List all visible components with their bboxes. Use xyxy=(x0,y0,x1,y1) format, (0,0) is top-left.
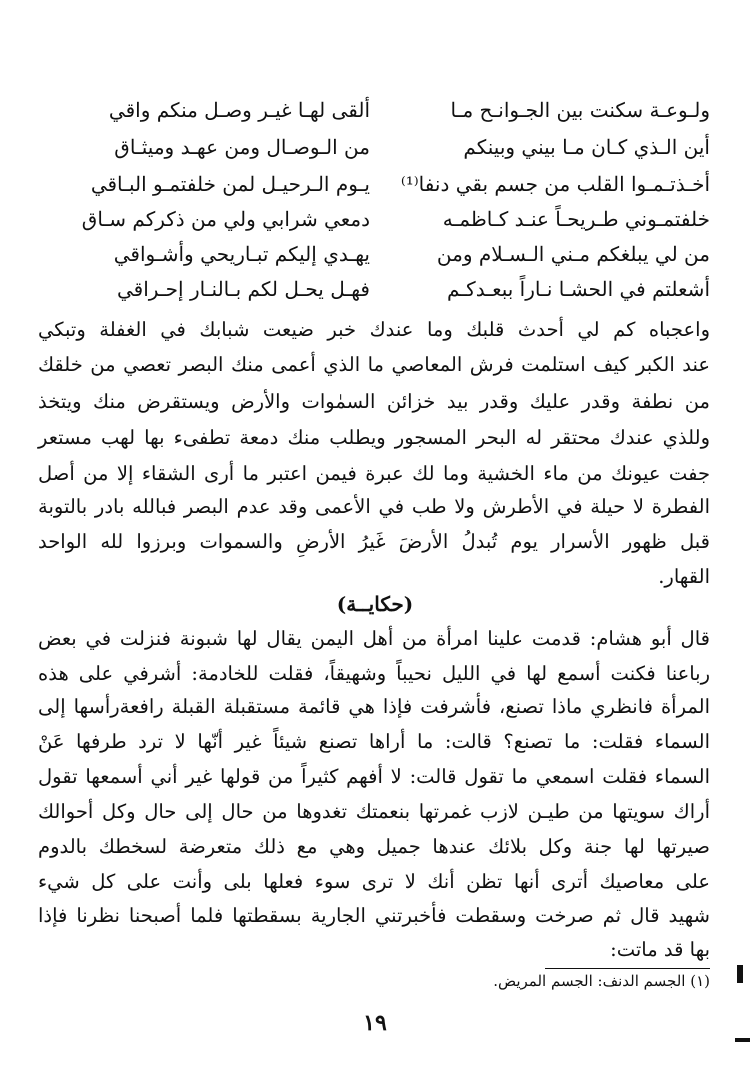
text-line: واعجباه كم لي أحدث قلبك وما عندك خبر ضيعت شبابك في الغفلة وتبكي xyxy=(38,318,710,341)
poem-verse xyxy=(40,202,710,236)
poem-verse xyxy=(40,93,710,127)
text-line: بها قد ماتت: xyxy=(610,938,710,961)
page-number: ١٩ xyxy=(363,1010,387,1036)
verse-second-hemistich: يـوم الـرحيـل لمن خلفتمـو البـاقي xyxy=(90,172,370,196)
poem-verse xyxy=(40,130,710,164)
text-line: وللذي عندك محتقر له البحر المسجور ويطلب منك دمعة تطفىء بها لهب مستعر xyxy=(38,426,710,449)
verse-first-hemistich: أخـذتـمـوا القلب من جسم بقي دنفا⁽¹⁾ xyxy=(400,172,710,196)
verse-first-hemistich: خلفتمـوني طـريحـاً عنـد كـاظمـه xyxy=(442,207,710,231)
verse-first-hemistich: أين الـذي كـان مـا بيني وبينكم xyxy=(463,135,710,159)
text-line: قبل ظهور الأسرار يوم تُبدلُ الأرضَ غَيرُ الأرضِ والسموات وبرزوا لله الواحد xyxy=(38,530,710,553)
scan-edge-mark xyxy=(737,965,743,983)
scan-edge-mark xyxy=(735,1038,750,1042)
text-line: على معاصيك أترى أنها تظن أنك لا ترى سوء فعلها بلى وأنت على كل شيء xyxy=(38,870,710,893)
text-line: السماء فقلت: ما تصنع؟ قالت: ما أراها تصنع شيئاً غير أنّها لا ترد طرفها عَنْ xyxy=(38,730,710,753)
text-line: أراك سويتها من طيـن لازب غمرتها بنعمتك تغدوها من حال إلى حال وكل أحوالك xyxy=(38,800,710,823)
poem-verse xyxy=(40,272,710,306)
text-line: عند الكبر كيف استلمت فرش المعاصي ما الذي أعمى منك البصر تعصي من خلقك xyxy=(38,353,710,376)
verse-first-hemistich: أشعلتم في الحشـا نـاراً ببعـدكـم xyxy=(447,277,710,301)
text-line: من نطفة وقدر عليك وقدر بيد خزائن السمٰوات والأرض ويستقرض منك ويتخذ xyxy=(38,390,710,413)
verse-first-hemistich: ولـوعـة سكنت بين الجـوانـح مـا xyxy=(450,98,710,122)
footnote-divider xyxy=(545,968,710,969)
footnote: (١) الجسم الدنف: الجسم المريض. xyxy=(493,972,710,990)
text-line: صيرتها لها جنة وكل بلائك عندها جميل وهي مع ذلك متعرضة لسخطك بالدوم xyxy=(38,835,710,858)
verse-second-hemistich: فهـل يحـل لكم بـالنـار إحـراقي xyxy=(116,277,370,301)
text-line: الفطرة لا حيلة في الأطرش ولا طب في الأعمى وقد عدم البصر فبالله بادر بالتوبة xyxy=(38,495,710,518)
text-line: جفت عيونك من ماء الخشية وما لك عبرة فيمن اعتبر ما أرى الشقاء إلا من أصل xyxy=(38,462,710,485)
text-line: رباعنا فكنت أسمع لها في الليل نحيباً وشهيقاً، فقلت للخادمة: أشرفي على هذه xyxy=(38,662,710,685)
verse-second-hemistich: يهـدي إليكم تبـاريحي وأشـواقي xyxy=(113,242,370,266)
text-line: المرأة فانظري ماذا تصنع، فأشرفت فإذا هي قائمة مستقبلة القبلة رافعةرأسها إلى xyxy=(38,695,710,718)
text-line: قال أبو هشام: قدمت علينا امرأة من أهل اليمن يقال لها شبونة فنزلت في بعض xyxy=(38,627,710,650)
poem-verse xyxy=(40,237,710,271)
text-line: القهار. xyxy=(658,565,710,588)
verse-second-hemistich: من الـوصـال ومن عهـد وميثـاق xyxy=(114,135,370,159)
text-line: السماء فقلت اسمعي ما تقول قالت: لا أفهم كثيراً من قولها غير أني أسمعها تقول xyxy=(38,765,710,788)
text-line: شهيد قال ثم صرخت وسقطت فأخبرتني الجارية بسقطتها فلما أصبحنا نظرنا فإذا xyxy=(38,904,710,927)
poem-verse xyxy=(40,167,710,201)
verse-first-hemistich: من لي يبلغكم مـني الـسـلام ومن xyxy=(436,242,710,266)
section-heading: (حكايــة) xyxy=(336,592,414,616)
verse-second-hemistich: ألقى لهـا غيـر وصـل منكم واقي xyxy=(108,98,370,122)
verse-second-hemistich: دمعي شرابي ولي من ذكركم سـاق xyxy=(81,207,370,231)
